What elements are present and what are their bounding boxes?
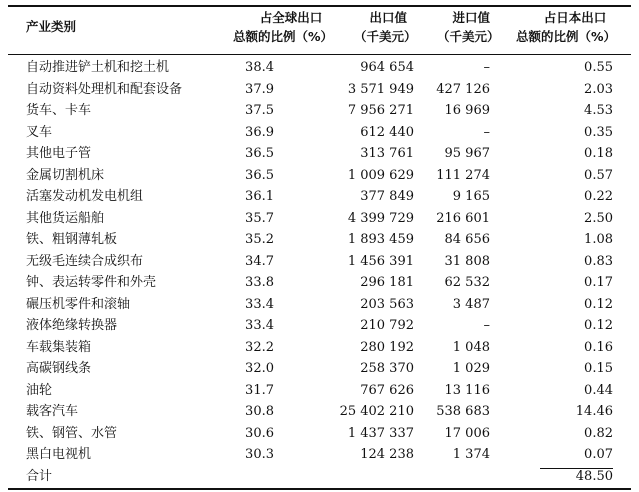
row-global-share: 32.0 <box>245 361 274 376</box>
row-global-share: 36.5 <box>245 146 274 161</box>
row-name: 油轮 <box>26 382 53 398</box>
row-export-value: 1 009 629 <box>347 167 414 183</box>
row-export-value: 612 440 <box>360 124 414 140</box>
row-name: 自动推进铲土机和挖土机 <box>26 60 170 75</box>
header-category: 产业类别 <box>26 19 77 34</box>
total-label: 合计 <box>26 469 53 484</box>
row-import-value: 95 967 <box>444 146 490 161</box>
row-jp-share: 4.53 <box>584 103 613 118</box>
row-jp-share: 0.12 <box>584 318 613 333</box>
row-import-value: 16 969 <box>444 103 490 118</box>
row-global-share: 33.8 <box>245 275 274 290</box>
row-global-share: 31.7 <box>245 382 274 398</box>
row-name: 自动资料处理机和配套设备 <box>26 81 183 97</box>
row-name: 活塞发动机发电机组 <box>26 189 144 204</box>
table-row <box>0 208 639 230</box>
row-import-value: 1 029 <box>452 361 490 376</box>
row-name: 高碳钢线条 <box>26 361 92 376</box>
row-import-value: 3 487 <box>452 296 490 312</box>
row-export-value: 296 181 <box>360 275 414 290</box>
row-import-value: 84 656 <box>444 232 490 247</box>
row-jp-share: 2.03 <box>584 81 613 97</box>
row-import-value: – <box>483 124 490 140</box>
row-export-value: 313 761 <box>360 146 414 161</box>
bottom-rule <box>8 488 631 490</box>
row-export-value: 258 370 <box>360 361 414 376</box>
table-row <box>0 380 639 402</box>
row-jp-share: 14.46 <box>575 404 613 419</box>
table-row <box>0 272 639 294</box>
table-row <box>0 423 639 445</box>
header-share-line2: 总额的比例（%） <box>233 29 334 44</box>
row-global-share: 32.2 <box>245 339 274 355</box>
row-global-share: 33.4 <box>245 318 274 333</box>
table-row <box>0 165 639 187</box>
row-name: 碾压机零件和滚轴 <box>26 296 131 312</box>
row-global-share: 34.7 <box>245 253 274 269</box>
row-global-share: 36.1 <box>245 189 274 204</box>
header-rule <box>8 54 631 55</box>
row-jp-share: 2.50 <box>584 210 613 226</box>
row-import-value: 1 374 <box>452 447 490 462</box>
row-global-share: 37.5 <box>245 103 274 118</box>
table-row <box>0 229 639 251</box>
table-row <box>0 122 639 144</box>
row-global-share: 30.3 <box>245 447 274 462</box>
total-row <box>0 466 639 488</box>
row-import-value: 538 683 <box>436 404 490 419</box>
row-jp-share: 0.16 <box>584 339 613 355</box>
table-row <box>0 100 639 122</box>
table-row <box>0 358 639 380</box>
row-name: 其他货运船舶 <box>26 210 105 226</box>
row-name: 液体绝缘转换器 <box>26 318 118 333</box>
total-jp-share: 48.50 <box>575 469 613 484</box>
row-import-value: 17 006 <box>444 425 490 441</box>
row-jp-share: 0.57 <box>584 167 613 183</box>
row-jp-share: 0.07 <box>584 447 613 462</box>
row-name: 车载集装箱 <box>26 339 92 355</box>
header-import-line1: 进口值 <box>452 10 491 25</box>
header-share <box>233 8 334 46</box>
table-row <box>0 337 639 359</box>
row-export-value: 25 402 210 <box>339 404 414 419</box>
header-export-line1: 出口值 <box>369 10 408 25</box>
table-row <box>0 79 639 101</box>
row-import-value: 216 601 <box>436 210 490 226</box>
row-global-share: 35.7 <box>245 210 274 226</box>
row-name: 铁、粗钢薄轧板 <box>26 232 118 247</box>
row-jp-share: 1.08 <box>584 232 613 247</box>
row-name: 其他电子管 <box>26 146 92 161</box>
row-import-value: – <box>483 318 490 333</box>
row-global-share: 35.2 <box>245 232 274 247</box>
row-import-value: 62 532 <box>444 275 490 290</box>
header-jp-line2: 总额的比例（%） <box>516 29 617 44</box>
row-name: 载客汽车 <box>26 404 79 419</box>
header-jp-line1: 占日本出口 <box>543 10 607 25</box>
row-export-value: 124 238 <box>360 447 414 462</box>
row-jp-share: 0.82 <box>584 425 613 441</box>
row-import-value: 9 165 <box>452 189 490 204</box>
row-export-value: 4 399 729 <box>347 210 414 226</box>
table-row <box>0 444 639 466</box>
row-export-value: 203 563 <box>360 296 414 312</box>
row-export-value: 1 893 459 <box>347 232 414 247</box>
row-export-value: 210 792 <box>360 318 414 333</box>
row-import-value: 1 048 <box>452 339 490 355</box>
row-import-value: 427 126 <box>436 81 490 97</box>
table-row <box>0 294 639 316</box>
header-import <box>437 8 500 46</box>
header-import-line2: （千美元） <box>437 29 500 44</box>
row-global-share: 30.6 <box>245 425 274 441</box>
row-export-value: 3 571 949 <box>347 81 414 97</box>
header-export-line2: （千美元） <box>354 29 417 44</box>
row-export-value: 1 437 337 <box>347 425 414 441</box>
row-global-share: 36.9 <box>245 124 274 140</box>
row-import-value: – <box>483 60 490 75</box>
row-jp-share: 0.55 <box>584 60 613 75</box>
table-row <box>0 57 639 79</box>
row-name: 铁、钢管、水管 <box>26 425 118 441</box>
row-jp-share: 0.22 <box>584 189 613 204</box>
row-name: 叉车 <box>26 124 53 140</box>
row-export-value: 964 654 <box>360 60 414 75</box>
table-row <box>0 251 639 273</box>
header-share-line1: 占全球出口 <box>259 10 323 25</box>
row-name: 货车、卡车 <box>26 103 92 118</box>
row-global-share: 37.9 <box>245 81 274 97</box>
table-row <box>0 186 639 208</box>
row-jp-share: 0.17 <box>584 275 613 290</box>
row-export-value: 1 456 391 <box>347 253 414 269</box>
row-export-value: 377 849 <box>360 189 414 204</box>
top-rule <box>8 5 631 7</box>
row-name: 金属切割机床 <box>26 167 105 183</box>
row-import-value: 31 808 <box>444 253 490 269</box>
row-global-share: 33.4 <box>245 296 274 312</box>
row-global-share: 38.4 <box>245 60 274 75</box>
row-import-value: 111 274 <box>436 167 490 183</box>
row-name: 无级毛连续合成织布 <box>26 253 144 269</box>
row-global-share: 30.8 <box>245 404 274 419</box>
row-export-value: 7 956 271 <box>347 103 414 118</box>
row-global-share: 36.5 <box>245 167 274 183</box>
row-jp-share: 0.83 <box>584 253 613 269</box>
row-jp-share: 0.15 <box>584 361 613 376</box>
row-export-value: 767 626 <box>360 382 414 398</box>
row-export-value: 280 192 <box>360 339 414 355</box>
row-jp-share: 0.12 <box>584 296 613 312</box>
row-jp-share: 0.18 <box>584 146 613 161</box>
table-row <box>0 143 639 165</box>
header-export <box>354 8 417 46</box>
header-jp-share <box>516 8 616 46</box>
row-name: 黑白电视机 <box>26 447 92 462</box>
row-import-value: 13 116 <box>444 382 490 398</box>
table-row <box>0 401 639 423</box>
row-jp-share: 0.44 <box>584 382 613 398</box>
table-row <box>0 315 639 337</box>
row-jp-share: 0.35 <box>584 124 613 140</box>
row-name: 钟、表运转零件和外壳 <box>26 275 157 290</box>
